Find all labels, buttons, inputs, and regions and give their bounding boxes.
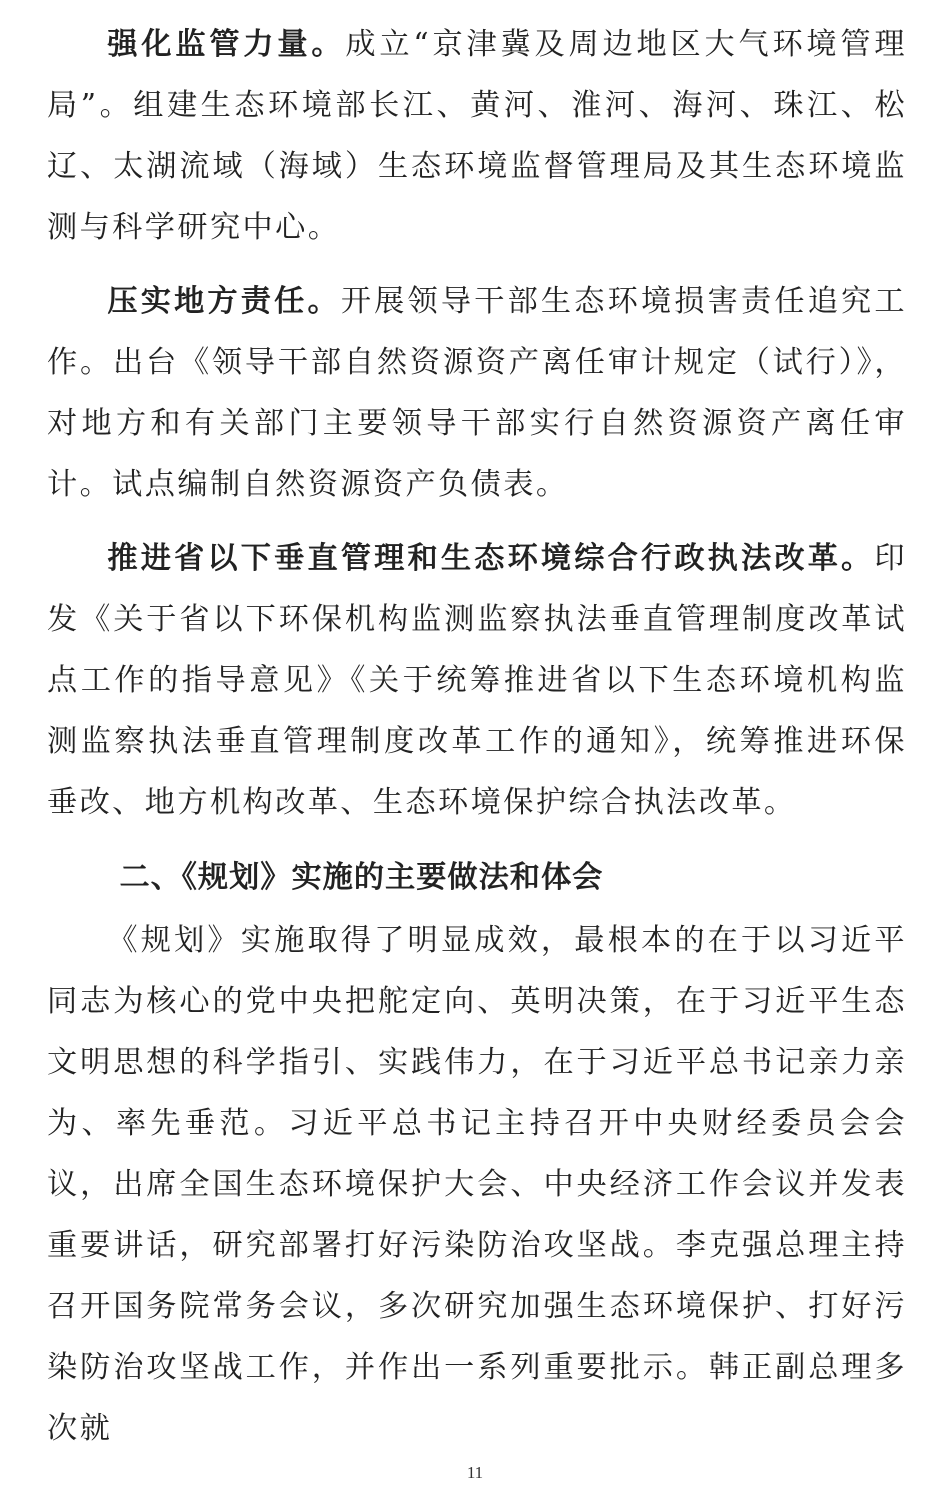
paragraph-lead: 推进省以下垂直管理和生态环境综合行政执法改革。 [107, 541, 875, 576]
body-paragraph: 《规划》实施取得了明显成效，最根本的在于以习近平同志为核心的党中央把舵定向、英明决策，在于习近平生态文明思想的科学指引、实践伟力，在于习近平总书记亲力亲为、率先垂范。习近平总书记主持召开中央财经委员会会议，出席全国生态环境保护大会、中央经济工作会议并发表重要讲话，研究部署打好污染防治攻坚战。李克强总理主持召开国务院常务会议，多次研究加强生态环境保护、打好污染防治攻坚战工作，并作出一系列重要批示。韩正副总理多次就 [47, 923, 907, 1446]
page-number: 11 [466, 1463, 484, 1482]
paragraph-local-responsibility [47, 271, 907, 515]
document-page [47, 14, 907, 1472]
paragraph-text: 印发《关于省以下环保机构监测监察执法垂直管理制度改革试点工作的指导意见》《关于统筹推进省以下生态环境机构监测监察执法垂直管理制度改革工作的通知》，统筹推进环保垂改、地方机构改革、生态环境保护综合执法改革。 [47, 541, 907, 820]
paragraph-strengthen-supervision [47, 14, 907, 258]
paragraph-vertical-management-reform [47, 528, 907, 833]
section-heading: 二、《规划》实施的主要做法和体会 [119, 860, 604, 895]
paragraph-lead: 强化监管力量。 [107, 27, 346, 62]
paragraph-lead: 压实地方责任。 [107, 284, 341, 319]
paragraph-text: 成立“京津冀及周边地区大气环境管理局”。组建生态环境部长江、黄河、淮河、海河、珠江、松辽、太湖流域（海域）生态环境监督管理局及其生态环境监测与科学研究中心。 [47, 27, 907, 245]
paragraph-text: 开展领导干部生态环境损害责任追究工作。出台《领导干部自然资源资产离任审计规定（试行）》，对地方和有关部门主要领导干部实行自然资源资产离任审计。试点编制自然资源资产负债表。 [47, 284, 907, 502]
